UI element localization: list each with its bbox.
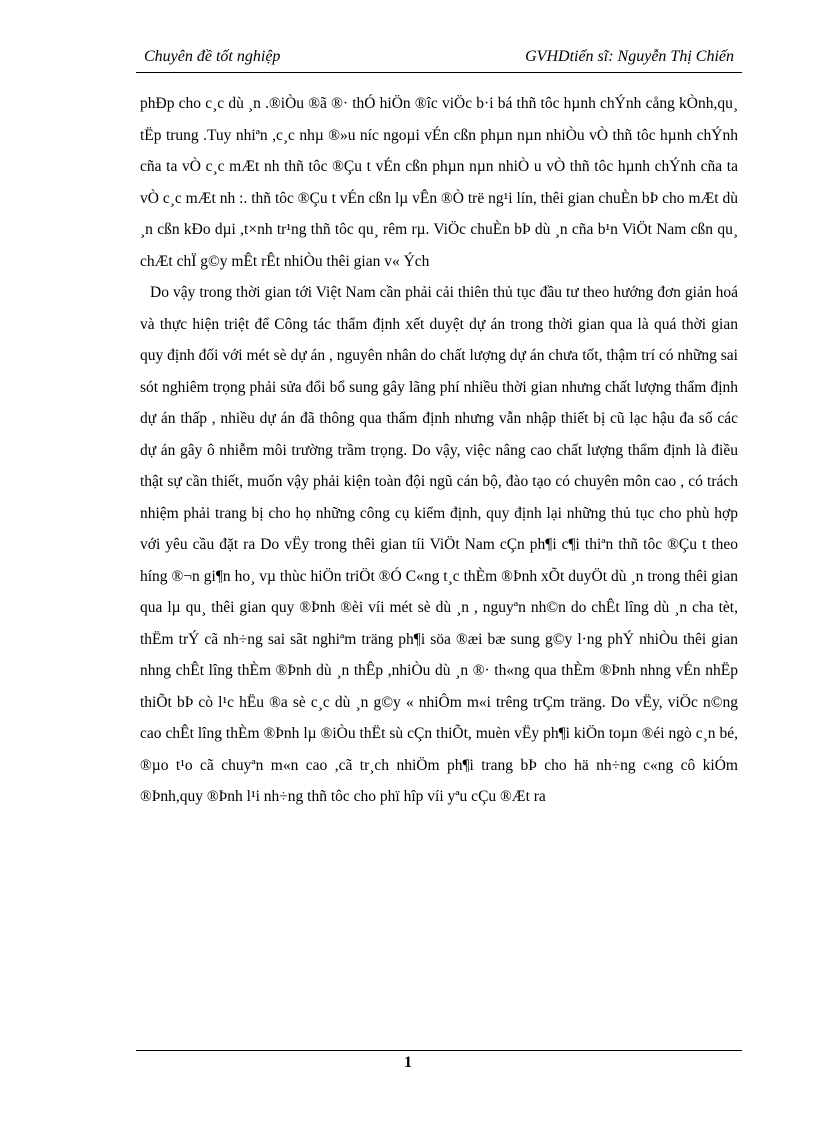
page-number: 1 xyxy=(404,1054,412,1071)
header-advisor: GVHDtiến sĩ: Nguyễn Thị Chiến xyxy=(525,48,734,65)
header-divider xyxy=(136,72,742,73)
paragraph-2: Do vậy trong thời gian tới Việt Nam cần phải cải thiên thủ tục đầu tư theo hướng đơn giản hoá và thực hiện triệt để Công tác thẩm định xết duyệt dự án trong thời gian qua là quá thời gian quy định đối với mét sè dự án , nguyên nhân do chất lượng dự án chưa tốt, thậm trí có những sai sót nghiêm trọng phải sửa đổi bổ sung gây lãng phí nhiều thời gian nhưng chất lượng thẩm định dự án thấp , nhiều dự án đã thông qua thẩm định nhưng vẫn nhập thiết bị cũ lạc hậu đa số các dự án gây ô nhiễm môi trường trầm trọng. Do vậy, việc nâng cao chất lượng thẩm định là điều thật sự cần thiết, muốn vậy phải kiện toàn đội ngũ cán bộ, đào tạo có chuyên môn cao , có trách nhiệm phải trang bị cho họ những công cụ kiểm định, quy định lại những thủ tục cho phù hợp với yêu cầu đặt ra Do vËy trong thêi gian tíi ViÖt Nam cÇn ph¶i c¶i thiªn thñ tôc ®Çu t theo híng ®¬n gi¶n ho¸ vµ thùc hiÖn triÖt ®Ó C«ng t¸c thÈm ®Þnh xÕt duyÖt dù ¸n trong thêi gian qua lµ qu¸ thêi gian quy ®Þnh ®èi víi mét sè dù ¸n , nguyªn nh©n do chÊt lîng dù ¸n cha tèt, thËm trÝ cã nh÷ng sai sãt nghiªm träng ph¶i söa ®æi bæ sung g©y l·ng phÝ nhiÒu thêi gian nhng chÊt lîng thÈm ®Þnh dù ¸n thÊp ,nhiÒu dù ¸n ®· th«ng qua thÈm ®Þnh nhng vÉn nhËp thiÕt bÞ cò l¹c hËu ®a sè c¸c dù ¸n g©y « nhiÔm m«i trêng trÇm träng. Do vËy, viÖc n©ng cao chÊt lîng thÈm ®Þnh lµ ®iÒu thËt sù cÇn thiÕt, muèn vËy ph¶i kiÖn toµn ®éi ngò c¸n bé, ®µo t¹o cã chuyªn m«n cao ,cã tr¸ch nhiÖm ph¶i trang bÞ cho hä nh÷ng c«ng cô kiÓm ®Þnh,quy ®Þnh l¹i nh÷ng thñ tôc cho phï hîp víi yªu cÇu ®Æt ra xyxy=(140,284,738,805)
footer-divider xyxy=(136,1050,742,1051)
document-body xyxy=(140,88,738,813)
paragraph-1: phĐp cho c¸c dù ¸n .®iÒu ®ã ®· thÓ hiÖn ®îc viÖc b·i bá thñ tôc hµnh chÝnh cång kÒnh,qu¸ tËp trung .Tuy nhiªn ,c¸c nhµ ®»u níc ngoµi vÉn cßn phµn nµn nhiÒu vÒ thñ tôc hµnh chÝnh cña ta vÒ c¸c mÆt nh thñ tôc ®Çu t vÉn cßn phµn nµn nhiÒ u vÒ thñ tôc hµnh chÝnh cña ta vÒ c¸c mÆt nh :. thñ tôc ®Çu t vÉn cßn lµ vÊn ®Ò trë ng¹i lín, thêi gian chuÈn bÞ cho mÆt dù ¸n cßn kÐo dµi ,t×nh tr¹ng thñ tôc qu¸ rêm rµ. ViÖc chuÈn bÞ dù ¸n cña b¹n ViÖt Nam cßn qu¸ chÆt chÏ g©y mÊt rÊt nhiÒu thêi gian v« Ých xyxy=(140,95,738,270)
page-header xyxy=(136,48,742,70)
header-document-type: Chuyên đề tốt nghiệp xyxy=(144,48,281,65)
